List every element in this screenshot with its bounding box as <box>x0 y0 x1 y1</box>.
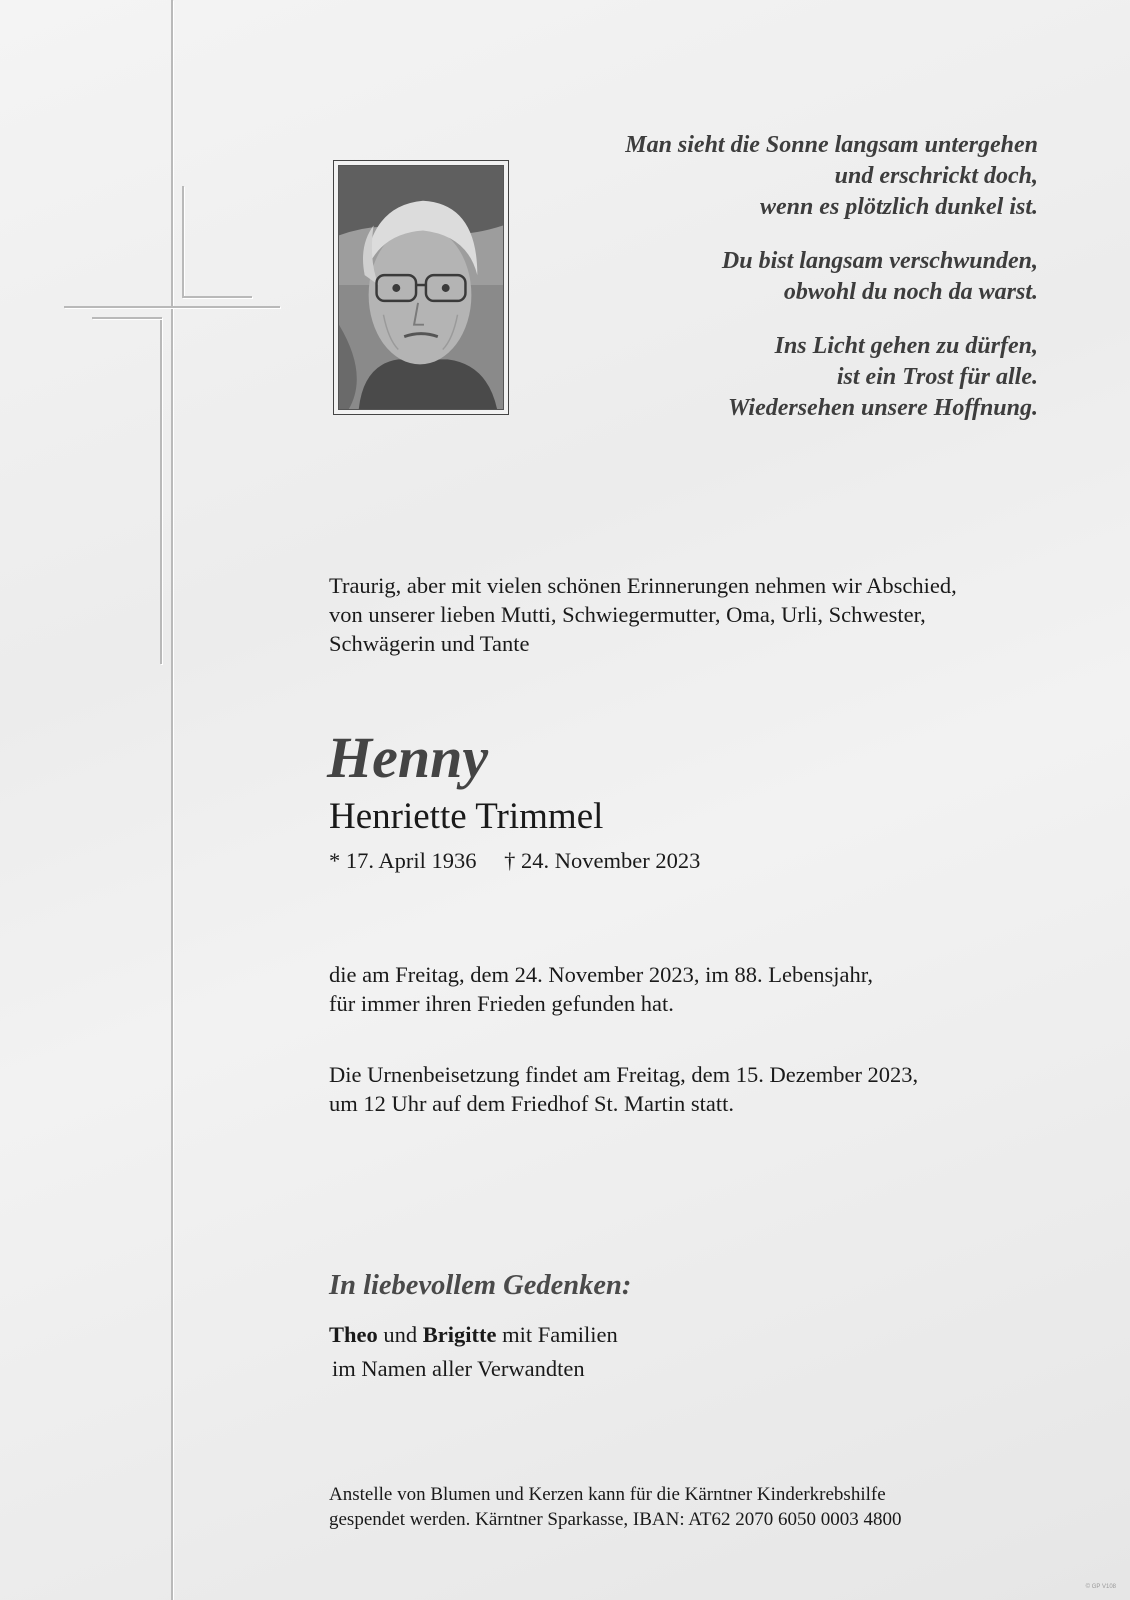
poem-line: wenn es plötzlich dunkel ist. <box>759 194 1038 220</box>
passing-text <box>329 960 873 1018</box>
cross-horizontal-lower <box>92 317 162 319</box>
intro-line: Schwägerin und Tante <box>329 631 530 656</box>
memory-heading: In liebevollem Gedenken: <box>329 1270 632 1301</box>
poem-line: ist ein Trost für alle. <box>836 364 1038 390</box>
passing-line: die am Freitag, dem 24. November 2023, im 88. Lebensjahr, <box>329 962 873 987</box>
signature-and: und <box>383 1322 418 1347</box>
death-date: † 24. November 2023 <box>504 848 701 873</box>
poem-line: Ins Licht gehen zu dürfen, <box>774 333 1038 359</box>
funeral-line: um 12 Uhr auf dem Friedhof St. Martin statt. <box>329 1091 734 1116</box>
donation-line: Anstelle von Blumen und Kerzen kann für die Kärntner Kinderkrebshilfe <box>329 1484 886 1505</box>
intro-text <box>329 571 957 658</box>
cross-vertical-upper <box>182 186 184 298</box>
print-mark: © GP V108 <box>1085 1584 1116 1590</box>
deceased-nickname: Henny <box>327 725 489 790</box>
poem <box>478 130 1038 447</box>
signature-line-families <box>329 1318 618 1352</box>
cross-horizontal-upper <box>182 296 252 298</box>
donation-line: gespendet werden. Kärntner Sparkasse, IBAN: AT62 2070 6050 0003 4800 <box>329 1509 902 1530</box>
funeral-line: Die Urnenbeisetzung findet am Freitag, dem 15. Dezember 2023, <box>329 1062 919 1087</box>
signer-name-theo: Theo <box>329 1322 378 1347</box>
poem-stanza <box>478 130 1038 223</box>
signature-families: mit Familien <box>502 1322 618 1347</box>
cross-vertical-main <box>171 0 173 1600</box>
poem-line: und erschrickt doch, <box>834 163 1038 189</box>
funeral-text <box>329 1060 918 1118</box>
poem-stanza <box>478 331 1038 424</box>
signature-block <box>329 1318 618 1386</box>
passing-line: für immer ihren Frieden gefunden hat. <box>329 991 674 1016</box>
birth-date: * 17. April 1936 <box>329 848 477 873</box>
poem-stanza <box>478 246 1038 308</box>
deceased-full-name: Henriette Trimmel <box>329 796 604 837</box>
intro-line: Traurig, aber mit vielen schönen Erinnerungen nehmen wir Abschied, <box>329 573 957 598</box>
signature-relatives: im Namen aller Verwandten <box>332 1356 585 1381</box>
cross-vertical-lower <box>160 318 162 664</box>
poem-line: Wiedersehen unsere Hoffnung. <box>727 395 1038 421</box>
poem-line: Man sieht die Sonne langsam untergehen <box>625 132 1038 158</box>
donation-note <box>329 1482 902 1532</box>
intro-line: von unserer lieben Mutti, Schwiegermutter, Oma, Urli, Schwester, <box>329 602 926 627</box>
poem-line: obwohl du noch da warst. <box>783 279 1038 305</box>
cross-horizontal-main <box>64 306 280 308</box>
life-dates <box>329 846 700 875</box>
poem-line: Du bist langsam verschwunden, <box>721 248 1038 274</box>
signer-name-brigitte: Brigitte <box>422 1322 497 1347</box>
